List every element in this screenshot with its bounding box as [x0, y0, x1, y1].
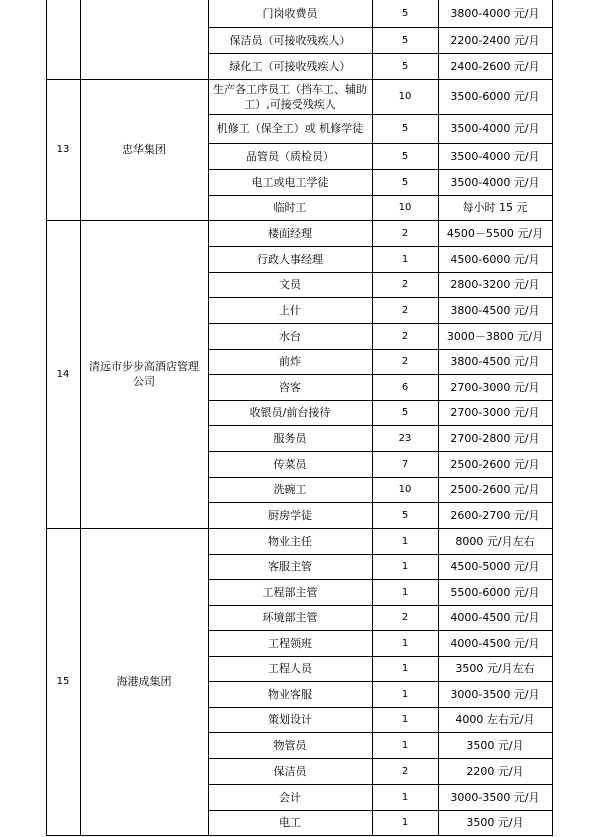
salary-cell: 2700-2800 元/月: [450, 431, 540, 445]
position-cell: 工程领班: [268, 636, 312, 650]
count-cell: 1: [401, 561, 409, 572]
count-cell: 1: [401, 714, 409, 725]
count-cell: 2: [401, 330, 409, 342]
position-cell: 门岗收费员: [262, 7, 318, 20]
count-cell: 2: [401, 279, 409, 290]
position-cell: 电工或电工学徒: [251, 175, 329, 189]
count-cell: 5: [401, 60, 409, 72]
row-border: [208, 554, 553, 555]
column-border: [438, 0, 439, 836]
salary-cell: 3500 元/月左右: [455, 662, 535, 675]
position-cell: 环境部主管: [262, 611, 318, 624]
salary-cell: 3500-4000 元/月: [450, 149, 540, 163]
position-cell: 行政人事经理: [257, 252, 323, 266]
row-border: [208, 605, 553, 606]
group-index-cell: [46, 0, 80, 79]
salary-cell: 3500 元/月: [466, 816, 524, 829]
group-border: [46, 79, 553, 80]
salary-cell: 2600-2700 元/月: [450, 508, 540, 522]
salary-cell: 3800-4000 元/月: [450, 7, 540, 20]
company-cell: [84, 0, 204, 79]
count-cell: 5: [401, 407, 409, 418]
salary-cell: 2700-3000 元/月: [450, 380, 540, 394]
row-border: [208, 579, 553, 580]
salary-cell: 2400-2600 元/月: [450, 59, 540, 73]
row-border: [208, 451, 553, 452]
count-cell: 7: [401, 458, 409, 470]
group-index-cell: 14: [56, 368, 70, 380]
row-border: [208, 246, 553, 247]
count-cell: 5: [401, 123, 409, 134]
row-border: [208, 810, 553, 811]
row-border: [208, 425, 553, 426]
position-cell: 品管员（质检员）: [246, 149, 334, 163]
count-cell: 1: [401, 663, 409, 674]
salary-cell: 2700-3000 元/月: [450, 406, 540, 419]
count-cell: 2: [401, 356, 409, 367]
company-cell: 清远市步步高酒店管理公司: [89, 360, 199, 388]
row-border: [208, 374, 553, 375]
group-border: [46, 220, 553, 221]
salary-cell: 5500-6000 元/月: [450, 585, 540, 599]
count-cell: 1: [401, 586, 409, 598]
salary-cell: 2500-2600 元/月: [450, 483, 540, 496]
position-cell: 工程部主管: [262, 585, 318, 599]
count-cell: 1: [401, 791, 409, 803]
position-cell: 保洁员（可接收残疾人）: [229, 33, 351, 47]
count-cell: 5: [401, 8, 409, 19]
count-cell: 5: [401, 34, 409, 46]
count-cell: 1: [401, 253, 409, 265]
position-cell: 传菜员: [273, 457, 307, 471]
column-border: [46, 0, 47, 836]
count-cell: 1: [401, 739, 409, 751]
row-border: [208, 143, 553, 144]
salary-cell: 4500－5500 元/月: [446, 226, 544, 240]
salary-cell: 3800-4500 元/月: [450, 303, 540, 317]
row-border: [208, 400, 553, 401]
position-cell: 洗碗工: [273, 483, 307, 496]
group-border: [46, 835, 553, 836]
row-border: [208, 656, 553, 657]
salary-cell: 4500-5000 元/月: [450, 560, 540, 573]
position-cell: 生产各工序员工（挡车工、辅助工）,可接受残疾人: [213, 82, 367, 111]
position-cell: 服务员: [273, 431, 307, 445]
position-cell: 物业客服: [268, 687, 312, 701]
company-cell: 忠华集团: [122, 143, 166, 156]
count-cell: 5: [401, 509, 409, 521]
group-index-cell: 13: [56, 144, 70, 155]
row-border: [208, 297, 553, 298]
salary-cell: 4000 左右元/月: [455, 713, 535, 726]
position-cell: 楼面经理: [268, 226, 312, 240]
salary-cell: 8000 元/月左右: [455, 534, 535, 548]
count-cell: 1: [401, 637, 409, 649]
count-cell: 10: [398, 484, 412, 495]
position-cell: 收银员/前台接待: [249, 406, 331, 419]
position-cell: 咨客: [279, 380, 301, 394]
position-cell: 前炸: [279, 355, 301, 368]
position-cell: 策划设计: [268, 713, 312, 726]
column-border: [372, 0, 373, 836]
company-cell: 海港成集团: [116, 675, 172, 688]
column-border: [80, 0, 81, 836]
position-cell: 电工: [279, 816, 301, 829]
row-border: [208, 114, 553, 115]
salary-cell: 2500-2600 元/月: [450, 457, 540, 471]
row-border: [208, 195, 553, 196]
row-border: [208, 681, 553, 682]
position-cell: 物业主任: [268, 534, 312, 548]
salary-cell: 3500-6000 元/月: [450, 90, 540, 103]
column-border: [552, 0, 553, 836]
count-cell: 2: [401, 765, 409, 777]
count-cell: 2: [401, 304, 409, 316]
position-cell: 物管员: [273, 738, 307, 752]
count-cell: 10: [398, 91, 412, 102]
position-cell: 客服主管: [268, 560, 312, 573]
count-cell: 5: [401, 150, 409, 162]
salary-cell: 2200 元/月: [466, 764, 524, 778]
position-cell: 会计: [279, 790, 301, 804]
count-cell: 6: [401, 381, 409, 393]
row-border: [208, 707, 553, 708]
row-border: [208, 349, 553, 350]
salary-cell: 4000-4500 元/月: [450, 611, 540, 624]
salary-cell: 3500 元/月: [466, 738, 524, 752]
salary-cell: 3500-4000 元/月: [450, 122, 540, 135]
group-index-cell: 15: [56, 676, 70, 687]
column-border: [208, 0, 209, 836]
salary-cell: 3000-3500 元/月: [450, 790, 540, 804]
count-cell: 5: [401, 176, 409, 188]
salary-cell: 3800-4500 元/月: [450, 355, 540, 368]
salary-cell: 3000-3500 元/月: [450, 687, 540, 701]
count-cell: 1: [401, 817, 409, 828]
row-border: [208, 758, 553, 759]
position-cell: 厨房学徒: [268, 508, 312, 522]
row-border: [208, 630, 553, 631]
row-border: [208, 27, 553, 28]
salary-cell: 3000－3800 元/月: [446, 329, 544, 343]
position-cell: 上什: [279, 303, 301, 317]
salary-cell: 4000-4500 元/月: [450, 636, 540, 650]
position-cell: 工程人员: [268, 662, 312, 675]
position-cell: 临时工: [273, 201, 307, 214]
group-border: [46, 528, 553, 529]
row-border: [208, 169, 553, 170]
count-cell: 1: [401, 688, 409, 700]
row-border: [208, 272, 553, 273]
count-cell: 2: [401, 227, 409, 239]
salary-cell: 2200-2400 元/月: [450, 33, 540, 47]
position-cell: 文员: [279, 278, 301, 291]
row-border: [208, 784, 553, 785]
count-cell: 23: [398, 432, 412, 444]
count-cell: 10: [398, 202, 412, 213]
row-border: [208, 323, 553, 324]
count-cell: 2: [401, 612, 409, 623]
row-border: [208, 732, 553, 733]
salary-cell: 每小时 15 元: [462, 201, 528, 214]
row-border: [208, 477, 553, 478]
row-border: [208, 502, 553, 503]
position-cell: 绿化工（可接收残疾人）: [229, 59, 351, 73]
row-border: [208, 53, 553, 54]
salary-cell: 2800-3200 元/月: [450, 278, 540, 291]
position-cell: 保洁员: [273, 764, 307, 778]
position-cell: 水台: [279, 329, 301, 343]
salary-cell: 3500-4000 元/月: [450, 175, 540, 189]
salary-cell: 4500-6000 元/月: [450, 252, 540, 266]
position-cell: 机修工（保全工）或 机修学徒: [216, 122, 364, 135]
count-cell: 1: [401, 535, 409, 547]
